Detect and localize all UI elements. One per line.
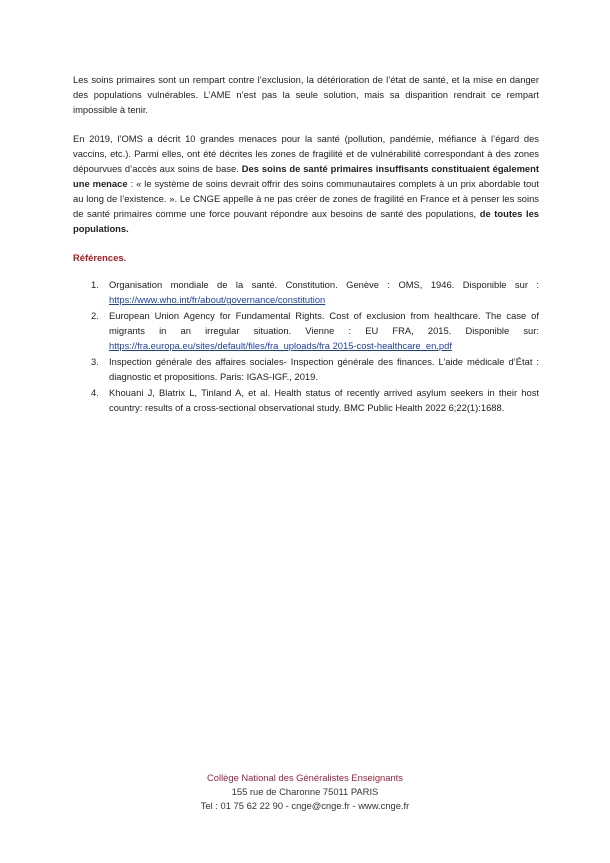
reference-number: 3.	[91, 356, 99, 367]
reference-text: Inspection générale des affaires sociales- Inspection générale des finances. L’aide médicale d’État : diagnostic et propositions. Paris: IGAS-IGF., 2019.	[109, 356, 539, 382]
reference-link-who[interactable]: https://www.who.int/fr/about/governance/constitution	[109, 294, 326, 305]
reference-item-4	[91, 385, 539, 415]
reference-link-fra[interactable]: https://fra.europa.eu/sites/default/files/fra_uploads/fra 2015-cost-healthcare_en.pdf	[109, 340, 452, 351]
reference-text: Organisation mondiale de la santé. Constitution. Genève : OMS, 1946. Disponible sur :	[109, 279, 539, 290]
reference-text: Khouani J, Blatrix L, Tinland A, et al. Health status of recently arrived asylum seekers in their host country: results of a cross-sectional observational study. BMC Public Health 2022 6;22(1):1688.	[109, 387, 539, 413]
reference-item-3	[91, 354, 539, 384]
paragraph-2-part-3: : « le système de soins devrait offrir des soins communautaires complets à un prix abordable tout au long de l’existence. ». Le CNGE appelle à ne pas créer de zones de fragilité en France et à penser les soins de santé primaires comme une force pouvant répondre aux besoins de santé des populations,	[73, 178, 539, 219]
references-list	[73, 277, 539, 415]
paragraph-2-bold-threat: Des soins de santé primaires insuffisants constituaient également une menace	[73, 163, 539, 189]
document-body	[73, 72, 539, 416]
reference-item-2	[91, 308, 539, 353]
paragraph-primary-care	[73, 72, 539, 117]
reference-number: 2.	[91, 310, 99, 321]
reference-number: 4.	[91, 387, 99, 398]
reference-number: 1.	[91, 279, 99, 290]
reference-text: European Union Agency for Fundamental Rights. Cost of exclusion from healthcare. The case of migrants in an irregular situation. Vienne : EU FRA, 2015. Disponible sur:	[109, 310, 539, 336]
footer-organization: Collège National des Généralistes Enseignants	[207, 772, 403, 783]
paragraph-2-part-1: En 2019, l’OMS a décrit 10 grandes menaces pour la santé (pollution, pandémie, méfiance à l’égard des vaccins, etc.). Parmi elles, ont été décrites les zones de fragilité et de vulnérabilité correspondant à des zones dépourvues d’accès aux soins de base.	[73, 133, 539, 174]
page-footer	[0, 771, 610, 813]
paragraph-oms-threats	[73, 131, 539, 236]
footer-address: 155 rue de Charonne 75011 PARIS	[231, 786, 379, 797]
reference-item-1	[91, 277, 539, 307]
footer-contact: Tel : 01 75 62 22 90 - cnge@cnge.fr - www.cnge.fr	[200, 800, 410, 811]
references-heading: Références.	[73, 252, 127, 263]
paragraph-2-bold-conclusion: de toutes les populations.	[73, 208, 539, 234]
paragraph-1-text: Les soins primaires sont un rempart contre l’exclusion, la détérioration de l’état de santé, et la mise en danger des populations vulnérables. L’AME n’est pas la seule solution, mais sa disparition rendrait ce rempart impossible à tenir.	[73, 74, 539, 115]
